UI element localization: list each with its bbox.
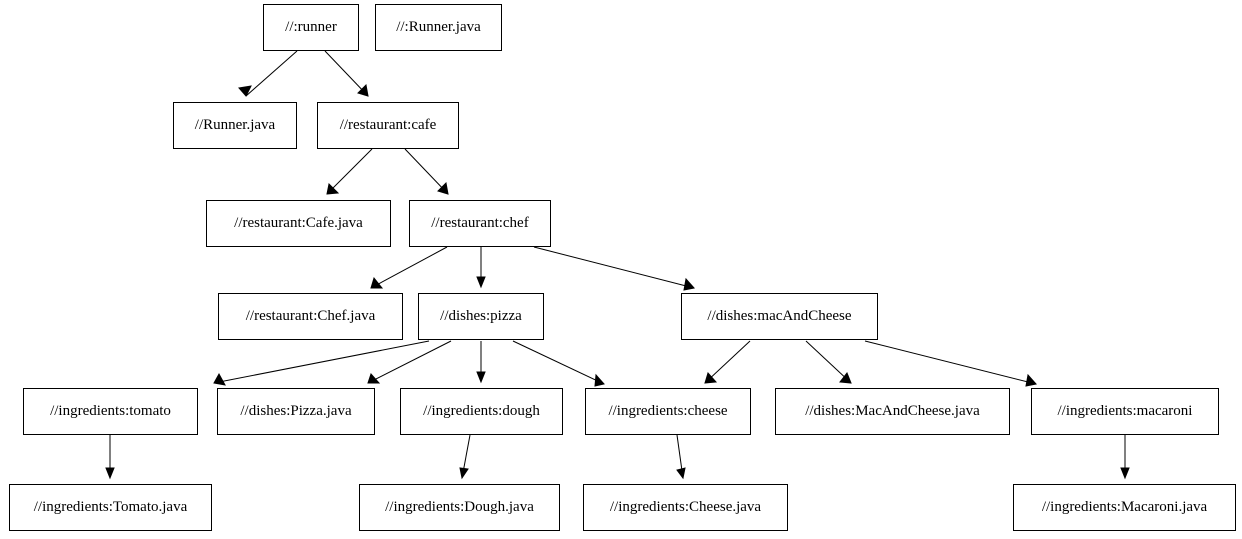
graph-node-label: //restaurant:chef (431, 215, 529, 231)
graph-node-label: //restaurant:cafe (339, 117, 437, 133)
arrowhead-icon (460, 468, 468, 478)
graph-node-label: //Runner.java (194, 117, 276, 133)
graph-edge (246, 51, 297, 96)
graph-node-pizza_java[interactable] (217, 388, 375, 435)
arrowhead-icon (677, 468, 685, 478)
graph-node-cheese_java[interactable] (583, 484, 788, 531)
arrowhead-icon (477, 277, 485, 287)
arrowhead-icon (1026, 375, 1036, 386)
graph-node-label: //ingredients:Dough.java (385, 499, 534, 515)
graph-node-label: //ingredients:dough (423, 403, 540, 419)
graph-node-cafe[interactable] (317, 102, 459, 149)
graph-node-label: //ingredients:Tomato.java (33, 499, 188, 515)
graph-node-macandcheese[interactable] (681, 293, 878, 340)
graph-edge (865, 341, 1036, 384)
graph-node-runner_java_root[interactable] (375, 4, 502, 51)
arrowhead-icon (840, 373, 851, 383)
graph-edge (677, 435, 683, 478)
graph-edge (368, 341, 451, 383)
graph-node-runner[interactable] (263, 4, 359, 51)
graph-node-label: //ingredients:Macaroni.java (1041, 499, 1208, 515)
arrowhead-icon (684, 279, 694, 290)
graph-node-tomato_java[interactable] (9, 484, 212, 531)
graph-node-label: //dishes:pizza (440, 308, 522, 324)
arrowhead-icon (327, 184, 338, 194)
arrowhead-icon (106, 468, 114, 478)
arrowhead-icon (595, 375, 604, 386)
arrowhead-icon (438, 183, 448, 194)
graph-node-label: //dishes:MacAndCheese.java (805, 403, 980, 419)
graph-node-label: //restaurant:Chef.java (245, 308, 376, 324)
graph-node-label: //:runner (285, 19, 337, 35)
graph-edge (327, 149, 372, 194)
graph-edge (534, 247, 694, 288)
graph-node-label: //:Runner.java (396, 19, 481, 35)
graph-node-cheese[interactable] (585, 388, 751, 435)
arrowhead-icon (705, 373, 716, 383)
graph-edge (705, 341, 750, 383)
graph-node-pizza[interactable] (418, 293, 544, 340)
arrowhead-icon (239, 86, 251, 96)
graph-node-tomato[interactable] (23, 388, 198, 435)
graph-edge (462, 435, 470, 478)
graph-node-label: //ingredients:tomato (50, 403, 171, 419)
graph-edge (325, 51, 368, 96)
graph-edge (405, 149, 448, 194)
graph-node-chef_java[interactable] (218, 293, 403, 340)
arrowhead-icon (368, 374, 379, 383)
graph-node-label: //dishes:macAndCheese (707, 308, 852, 324)
graph-node-dough_java[interactable] (359, 484, 560, 531)
arrowhead-icon (371, 278, 382, 288)
graph-node-macandcheese_java[interactable] (775, 388, 1010, 435)
graph-node-label: //dishes:Pizza.java (240, 403, 352, 419)
graph-node-dough[interactable] (400, 388, 563, 435)
graph-node-macaroni[interactable] (1031, 388, 1219, 435)
graph-edge (214, 341, 429, 383)
arrowhead-icon (1121, 468, 1129, 478)
arrowhead-icon (358, 85, 368, 96)
graph-edge (806, 341, 851, 383)
graph-node-label: //ingredients:macaroni (1057, 403, 1193, 419)
graph-node-label: //ingredients:cheese (608, 403, 728, 419)
graph-node-label: //ingredients:Cheese.java (609, 499, 762, 515)
graph-node-macaroni_java[interactable] (1013, 484, 1236, 531)
arrowhead-icon (214, 374, 225, 385)
graph-edge (513, 341, 604, 384)
graph-node-label: //restaurant:Cafe.java (234, 215, 363, 231)
graph-edge (371, 247, 447, 288)
graph-node-runner_java[interactable] (173, 102, 297, 149)
graph-node-chef[interactable] (409, 200, 551, 247)
arrowhead-icon (477, 372, 485, 382)
graph-node-cafe_java[interactable] (206, 200, 391, 247)
